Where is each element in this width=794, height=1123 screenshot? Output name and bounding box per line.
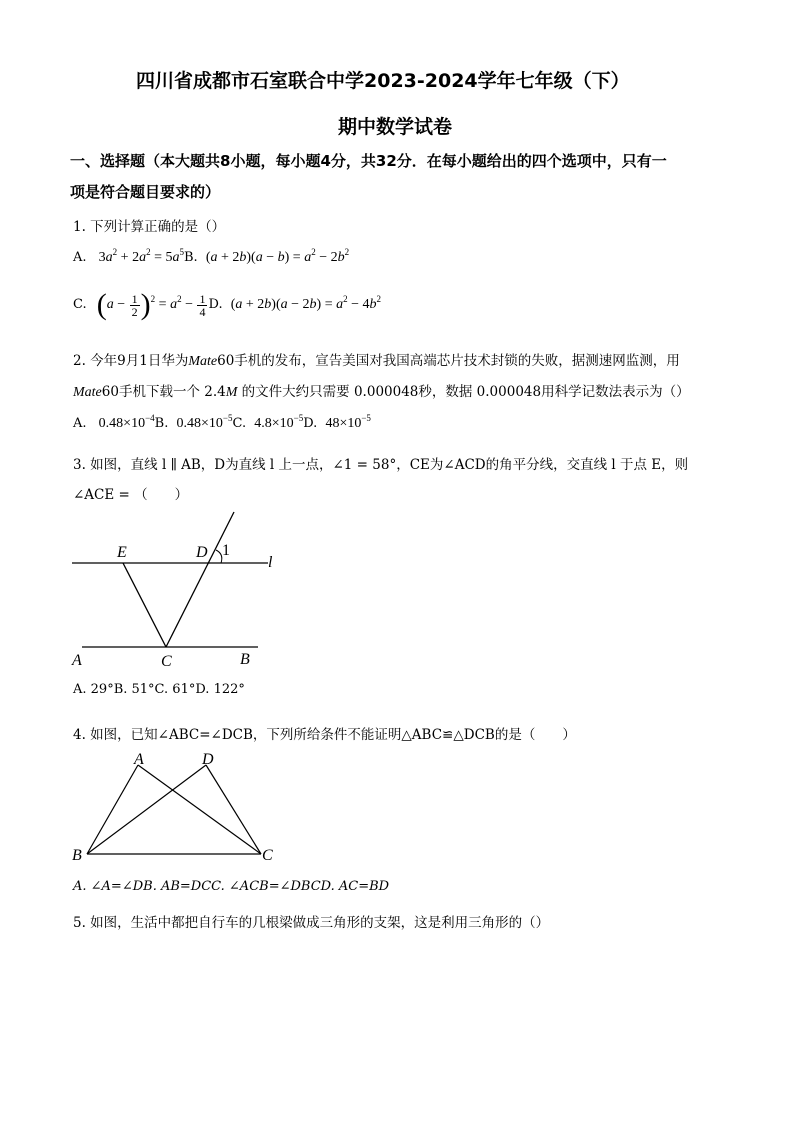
label-d: D xyxy=(196,544,208,561)
question-1-stem: 1. 下列计算正确的是（） xyxy=(73,219,226,235)
question-3-line2: ∠ACE = （ ） xyxy=(73,487,189,503)
page-subtitle: 期中数学试卷 xyxy=(338,116,453,138)
segment-ec xyxy=(123,563,166,647)
option-d-expr: $(a + 2b)(a - 2b) = a^2 - 4b^2$ xyxy=(230,294,381,313)
label-l: l xyxy=(268,554,273,571)
angle-1-arc xyxy=(216,550,222,563)
question-1-options-ab xyxy=(73,247,350,266)
option-c-expr: (a − $\frac{1}{2}$ )$^2 = a^2$ − $\frac{1}{4}$ xyxy=(96,288,206,321)
segment-db xyxy=(87,765,206,854)
page-title: 四川省成都市石室联合中学2023-2024学年七年级（下） xyxy=(136,70,630,92)
question-2-options: A. $0.48\times 10^{-4}B$. $0.48\times 10^{-5}C$. $4.8\times 10^{-5}D$. $48\times 10^{-5}$ xyxy=(73,413,371,431)
label-b: B xyxy=(72,847,82,864)
question-1-options-cd xyxy=(73,288,381,322)
question-3-options: A. 29°B. 51°C. 61°D. 122° xyxy=(73,682,245,697)
option-c-label: C. xyxy=(73,297,87,313)
label-c: C xyxy=(262,847,273,864)
ray-cd xyxy=(166,512,234,647)
segment-ac xyxy=(138,765,261,854)
option-b-expr: $(a + 2b)(a - b) = a^2 - 2b^2$ xyxy=(205,247,350,265)
section-header-cont: 项是符合题目要求的） xyxy=(70,183,221,201)
label-a: A xyxy=(72,652,82,669)
option-a-label: A. xyxy=(73,250,87,265)
option-b-label: B. xyxy=(183,250,198,265)
question-5-stem: 5. 如图，生活中都把自行车的几根梁做成三角形的支架，这是利用三角形的（） xyxy=(73,915,550,931)
question-2-line2: Mate60手机下载一个 2.4M 的文件大约只需要 0.000048秒，数据 0.000048用科学记数法表示为（） xyxy=(73,384,690,400)
question-2-line1: 2. 今年9月1日华为Mate60手机的发布，宣告美国对我国高端芯片技术封锁的失败，据测速网监测，用 xyxy=(73,353,680,369)
label-1: 1 xyxy=(222,542,230,559)
label-d: D xyxy=(202,751,214,768)
label-e: E xyxy=(117,544,127,561)
label-b: B xyxy=(240,651,250,668)
option-a-expr: $3a^2 + 2a^2 = 5a^5$ xyxy=(98,247,184,265)
question-4-figure xyxy=(66,748,286,868)
label-c: C xyxy=(161,653,172,670)
question-3-line1: 3. 如图，直线 l ∥ AB，D为直线 l 上一点，∠1 = 58°，CE为∠ACD的角平分线，交直线 l 于点 E，则 xyxy=(73,457,689,473)
option-d-label: D. xyxy=(208,297,223,313)
segment-dc xyxy=(206,765,261,854)
section-header: 一、选择题（本大题共8小题，每小题4分，共32分．在每小题给出的四个选项中，只有一 xyxy=(70,152,667,170)
question-3-figure xyxy=(68,508,368,678)
question-4-stem: 4. 如图，已知∠ABC=∠DCB，下列所给条件不能证明△ABC≌△DCB的是（ ） xyxy=(73,727,576,743)
question-4-options: A. ∠A=∠DB. AB=DCC. ∠ACB=∠DBCD. AC=BD xyxy=(73,879,390,894)
label-a: A xyxy=(134,751,144,768)
segment-ab xyxy=(87,765,138,854)
